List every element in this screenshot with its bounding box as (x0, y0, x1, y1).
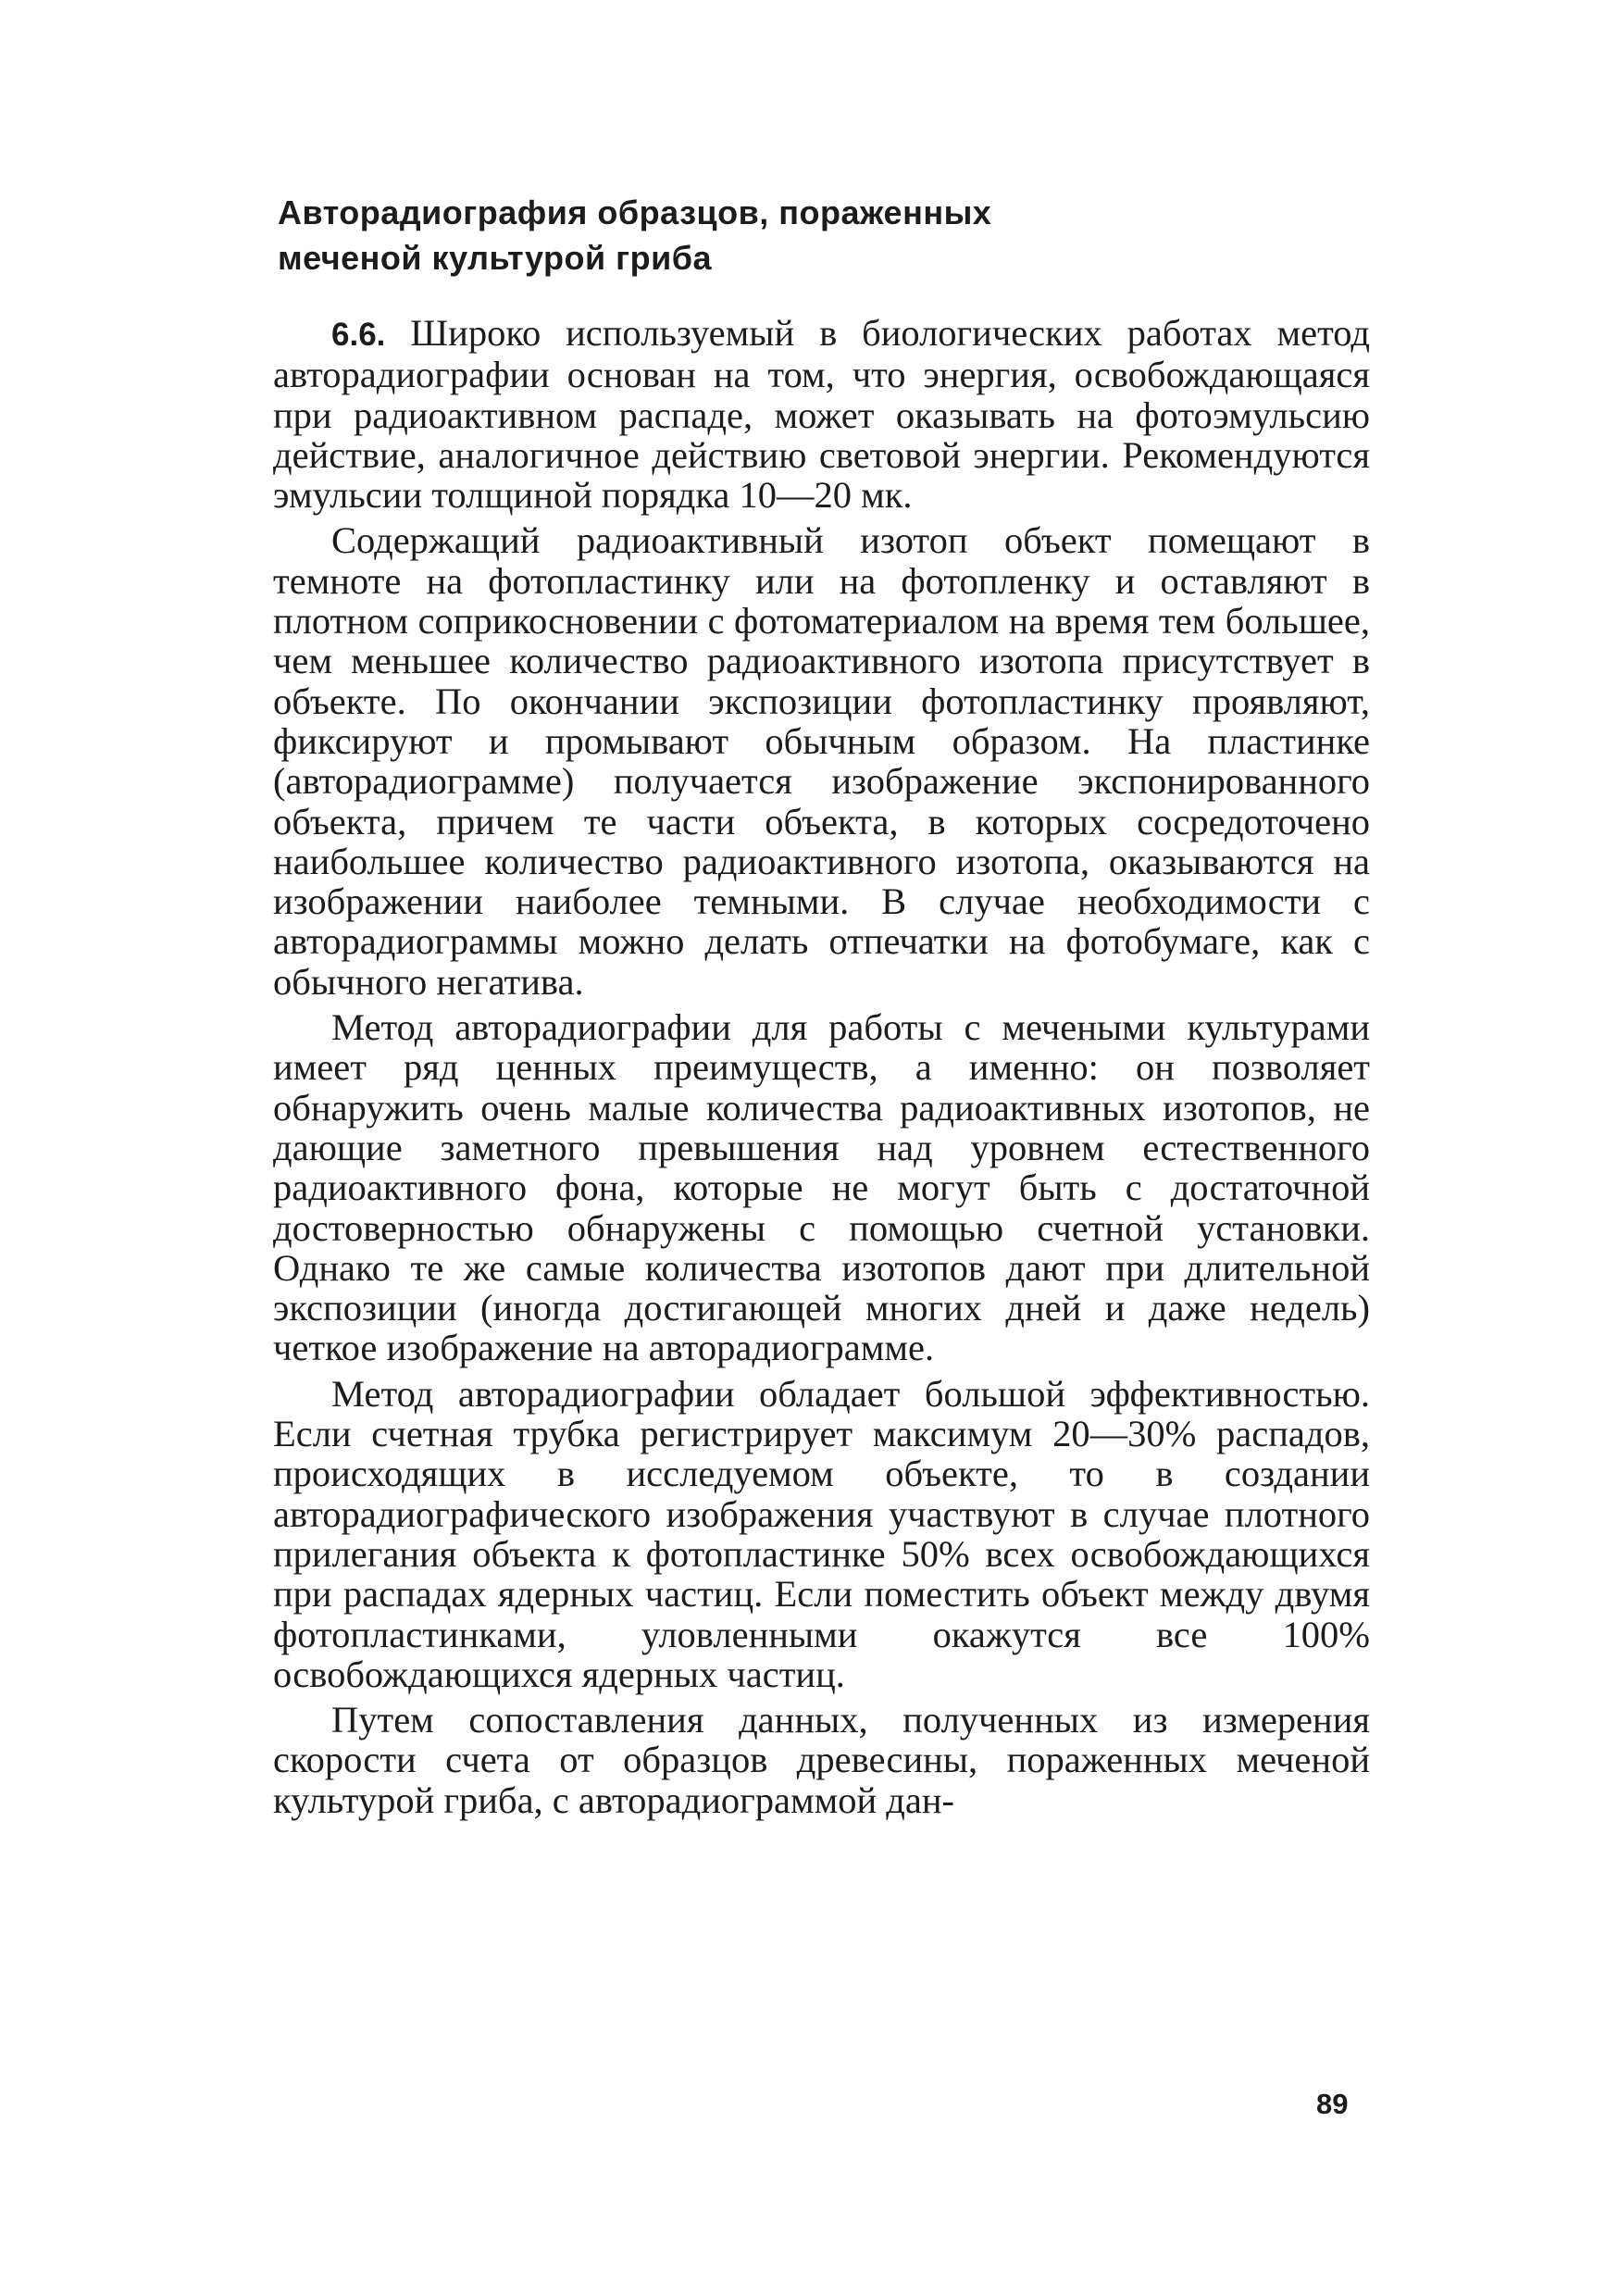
paragraph-2: Содержащий радиоактивный изотоп объект помещают в темноте на фотопластинку или на фотопленку и оставляют в плотном соприкосновении с фотоматериалом на время тем большее, чем меньшее количество радиоактивного изотопа присутствует в объекте. По окончании экспозиции фотопластинку проявляют, фиксируют и промывают обычным образом. На пластинке (авторадиограмме) получается изображение экспонированного объекта, причем те части объекта, в которых сосредоточено наибольшее количество радиоактивного изотопа, оказываются на изображении наиболее темными. В случае необходимости с авторадиограммы можно делать отпечатки на фотобумаге, как с обычного негатива. (273, 519, 1370, 1003)
paragraph-number: 6.6. (331, 317, 386, 353)
paragraph-3: Метод авторадиографии для работы с мечеными культурами имеет ряд ценных преимуществ, а именно: он позволяет обнаружить очень малые количества радиоактивных изотопов, не дающие заметного превышения над уровнем естественного радиоактивного фона, которые не могут быть с достаточной достоверностью обнаружены с помощью счетной установки. Однако те же самые количества изотопов дают при длительной экспозиции (иногда достигающей многих дней и даже недель) четкое изображение на авторадиограмме. (273, 1006, 1370, 1369)
paragraph-4: Метод авторадиографии обладает большой эффективностью. Если счетная трубка регистрирует максимум 20—30% распадов, происходящих в исследуемом объекте, то в создании авторадиографического изображения участвуют в случае плотного прилегания объекта к фотопластинке 50% всех освобождающихся при распадах ядерных частиц. Если поместить объект между двумя фотопластинками, уловленными окажутся все 100% освобождающихся ядерных частиц. (273, 1372, 1370, 1695)
paragraph-1-text: Широко используемый в биологических работах метод авторадиографии основан на том, что энергия, освобождающаяся при радиоактивном распаде, может оказывать на фотоэмульсию действие, аналогичное действию световой энергии. Рекомендуются эмульсии толщиной порядка 10—20 мк. (273, 312, 1370, 517)
page-number: 89 (1316, 2088, 1349, 2120)
section-heading-line-1: Авторадиография образцов, пораженных (278, 193, 992, 231)
paragraph-1 (273, 313, 1370, 515)
body-text (273, 313, 1370, 1826)
paragraph-5: Путем сопоставления данных, полученных из измерения скорости счета от образцов древесины, пораженных меченой культурой гриба, с авторадиограммой дан- (273, 1699, 1370, 1821)
section-heading-line-2: меченой культурой гриба (278, 239, 713, 277)
section-heading (278, 190, 1203, 281)
